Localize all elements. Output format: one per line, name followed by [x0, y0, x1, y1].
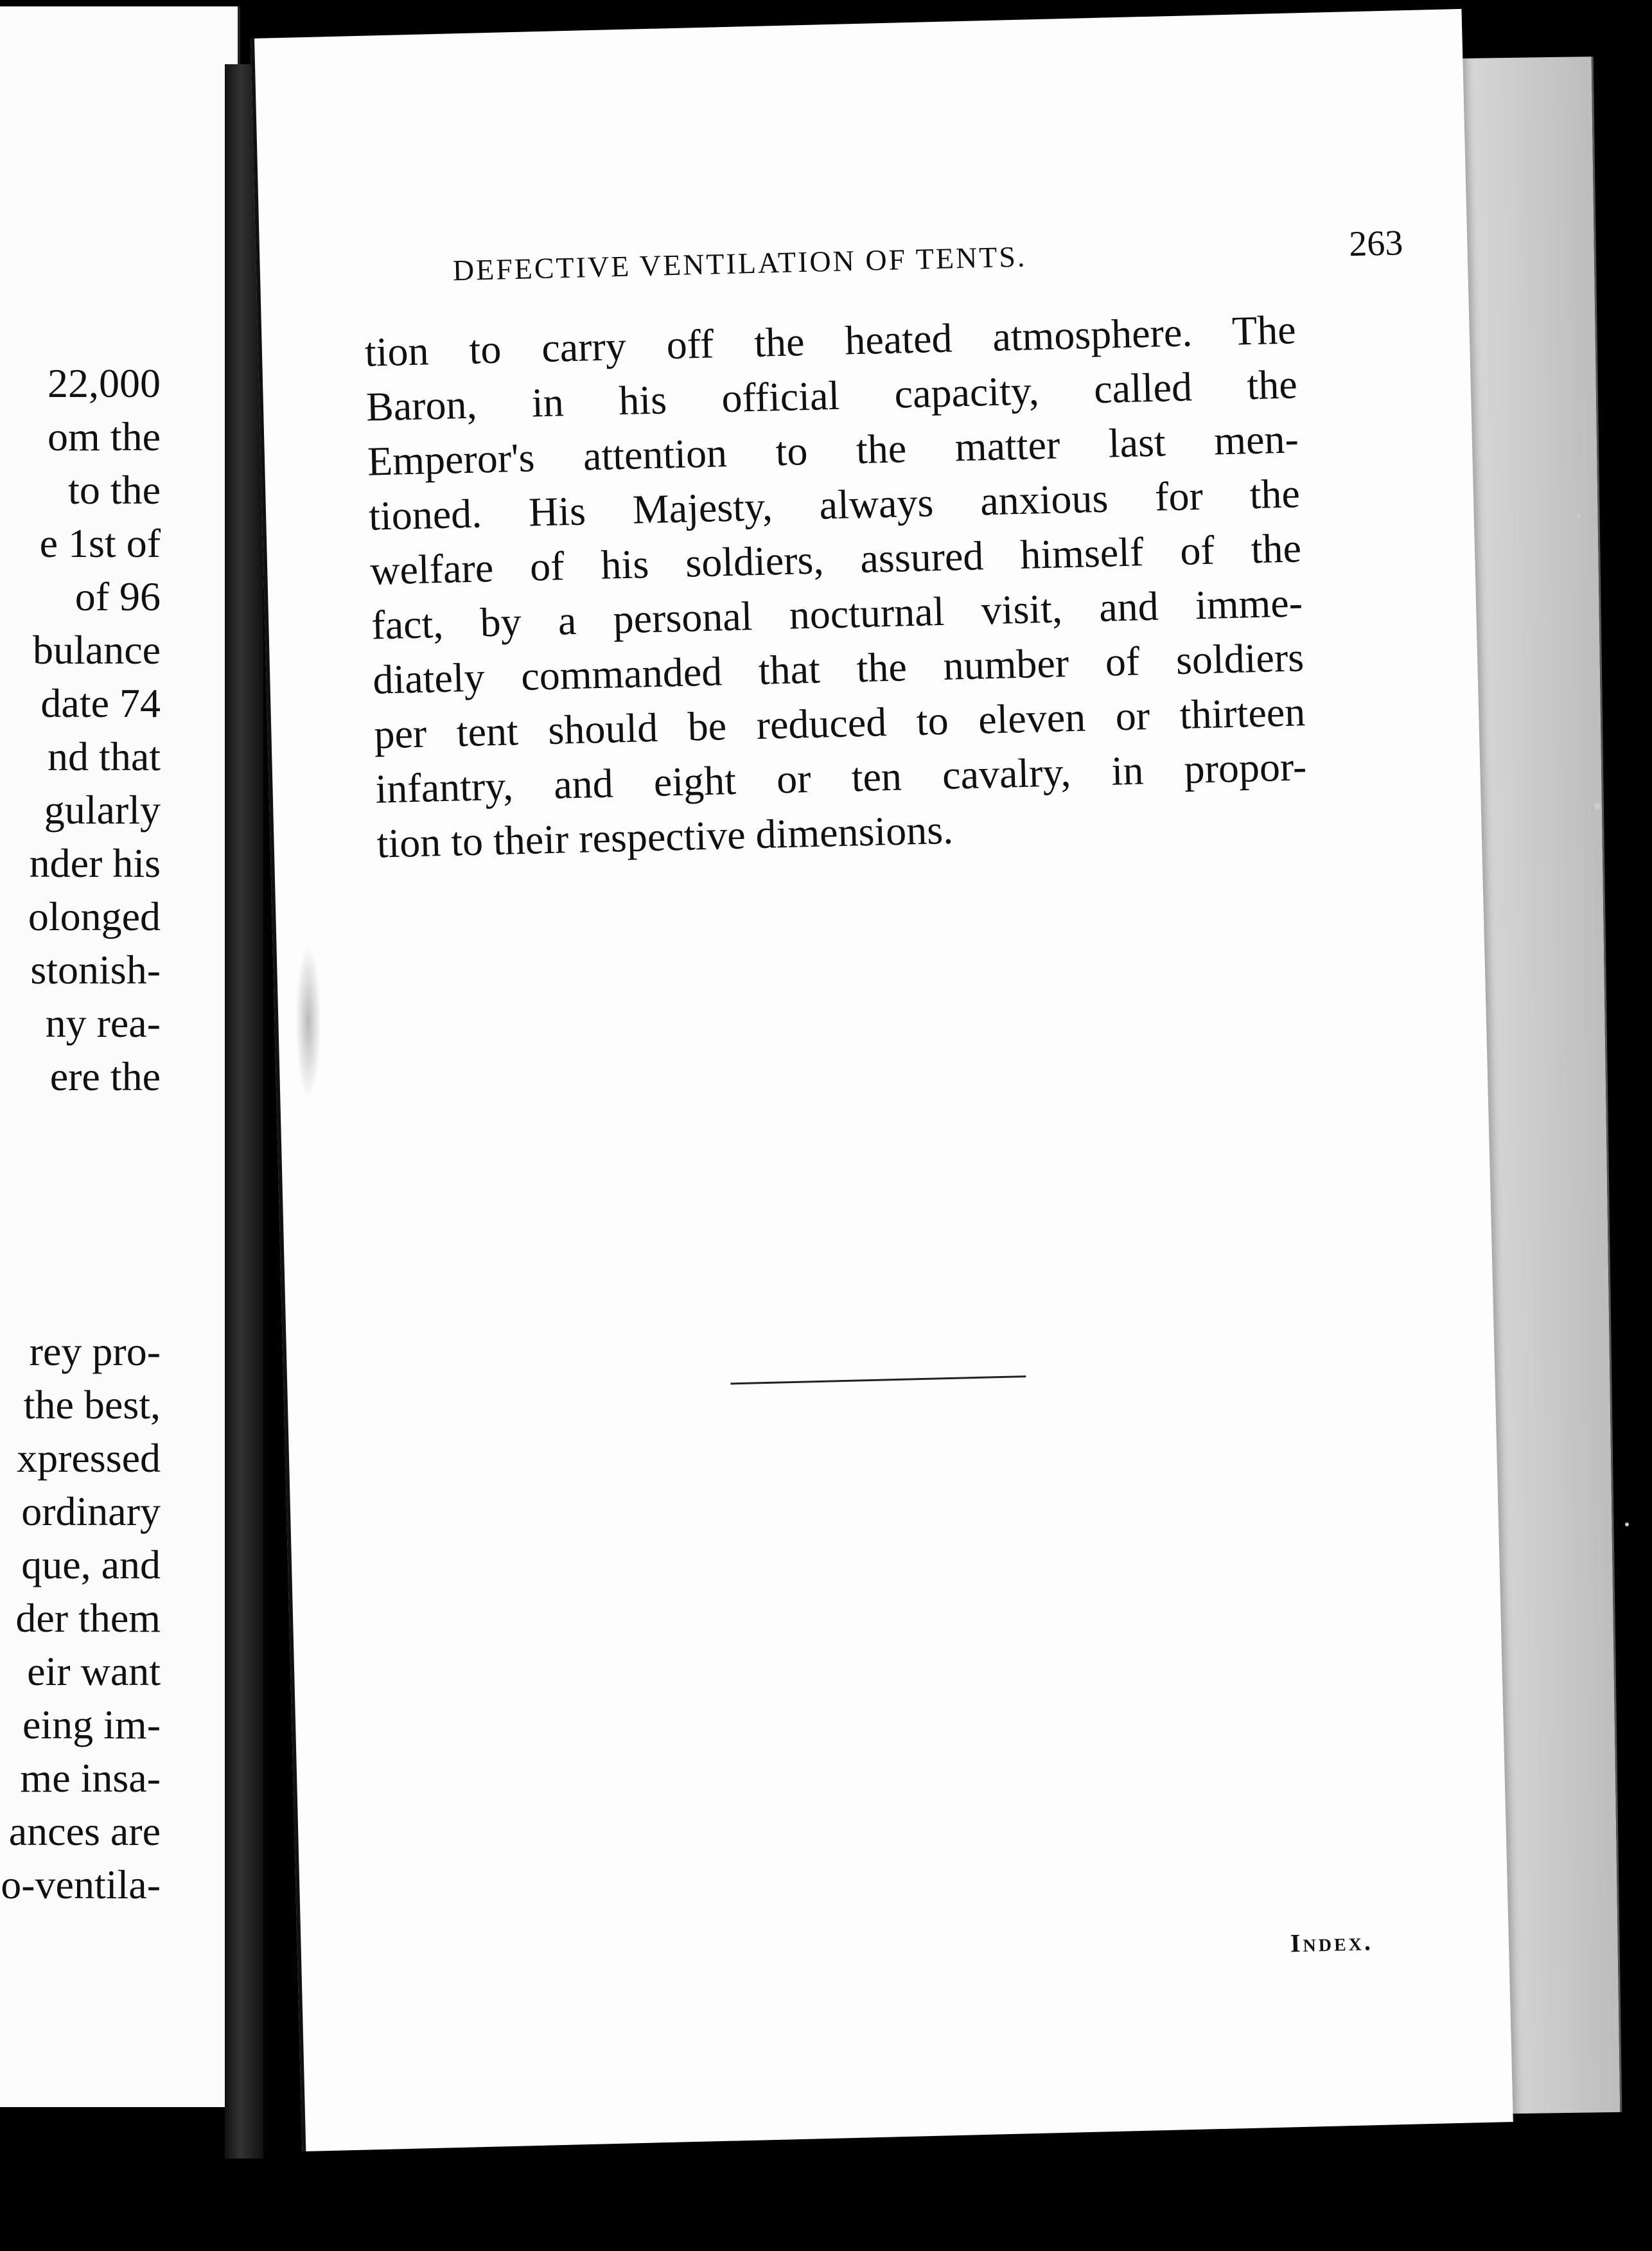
running-title: DEFECTIVE VENTILATION OF TENTS.: [452, 240, 1027, 287]
left-line: der them: [15, 1595, 161, 1641]
left-line: ny rea-: [45, 1000, 161, 1046]
left-line: gularly: [44, 787, 161, 833]
left-line: que, and: [21, 1542, 161, 1587]
left-page: [0, 6, 240, 2107]
left-page-text: [0, 357, 161, 1911]
left-line: me insa-: [20, 1755, 161, 1801]
text-line: welfare of his soldiers, assured himself of the: [369, 525, 1302, 594]
left-line: om the: [48, 414, 161, 459]
text-line: fact, by a personal nocturnal visit, and imme-: [371, 579, 1303, 648]
book-spine: [225, 64, 263, 2158]
left-line: eir want: [27, 1648, 161, 1694]
dust-speck: [1625, 1523, 1629, 1526]
left-line: 22,000: [48, 360, 161, 406]
page-number: 263: [1348, 223, 1404, 265]
left-line: eing im-: [22, 1702, 161, 1747]
index-label: Index.: [1290, 1927, 1374, 1958]
left-line: stonish-: [30, 947, 161, 993]
text-line: tion to carry off the heated atmosphere. The: [364, 306, 1297, 375]
left-line: date 74: [40, 680, 161, 726]
text-line: diately commanded that the number of soldiers: [372, 634, 1305, 703]
dust-speck: [1594, 803, 1601, 809]
left-line: e 1st of: [39, 520, 161, 566]
left-line: to the: [68, 467, 161, 513]
left-line: rey pro-: [29, 1329, 161, 1374]
page-smudge: [295, 944, 321, 1099]
section-rule: [730, 1375, 1026, 1384]
left-line: nder his: [29, 840, 161, 886]
paragraph-gap: [0, 1103, 161, 1325]
text-line: infantry, and eight or ten cavalry, in propor-: [374, 743, 1308, 812]
dust-speck: [1577, 514, 1581, 518]
text-line: tion to their respective dimensions.: [376, 806, 954, 867]
left-line: o-ventila-: [1, 1862, 161, 1907]
text-line: Emperor's attention to the matter last men-: [367, 416, 1299, 484]
left-line: the best,: [23, 1382, 161, 1427]
right-page: [250, 9, 1513, 2151]
body-paragraph: [364, 302, 1308, 870]
left-line: ordinary: [21, 1488, 161, 1534]
left-line: olonged: [28, 894, 161, 939]
text-line: tioned. His Majesty, always anxious for the: [368, 470, 1301, 539]
running-head: [452, 222, 1404, 287]
left-line: nd that: [48, 734, 161, 779]
left-line: xpressed: [17, 1435, 161, 1481]
left-line: ances are: [8, 1808, 161, 1854]
left-line: of 96: [75, 574, 161, 619]
left-line: bulance: [33, 627, 161, 673]
text-line: Baron, in his official capacity, called the: [365, 361, 1298, 430]
text-line: per tent should be reduced to eleven or thirteen: [373, 689, 1306, 757]
left-line: ere the: [49, 1054, 161, 1099]
